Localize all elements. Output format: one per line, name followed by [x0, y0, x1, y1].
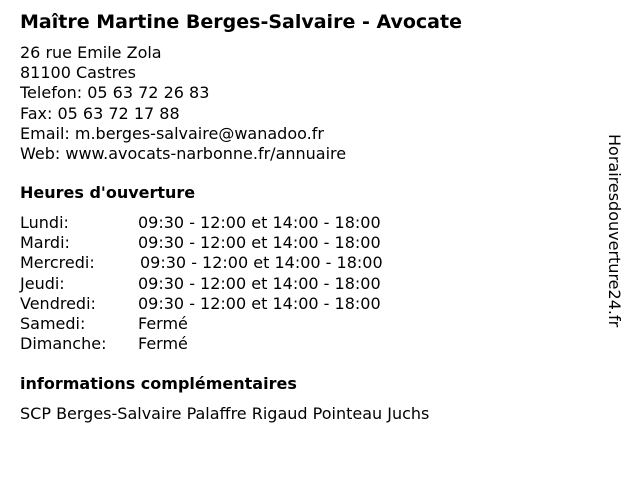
page-title: Maître Martine Berges-Salvaire - Avocate	[20, 11, 462, 33]
time-value: 09:30 - 12:00 et 14:00 - 18:00	[140, 253, 383, 273]
day-label: Samedi:	[20, 313, 86, 333]
phone-number: Telefon: 05 63 72 26 83	[20, 83, 210, 103]
time-value: 09:30 - 12:00 et 14:00 - 18:00	[138, 273, 381, 293]
brand-watermark: Horairesdouverture24.fr	[605, 134, 624, 328]
day-label: Lundi:	[20, 213, 69, 232]
day-label: Jeudi:	[20, 273, 65, 293]
address-street: 26 rue Emile Zola	[20, 43, 162, 62]
opening-hours-heading: Heures d'ouverture	[20, 183, 196, 202]
email-address: Email: m.berges-salvaire@wanadoo.fr	[20, 123, 324, 143]
website: Web: www.avocats-narbonne.fr/annuaire	[20, 144, 347, 164]
fax-number: Fax: 05 63 72 17 88	[20, 103, 180, 123]
additional-info-heading: informations complémentaires	[20, 374, 297, 393]
additional-info-text: SCP Berges-Salvaire Palaffre Rigaud Pointeau Juchs	[20, 404, 430, 423]
time-value: 09:30 - 12:00 et 14:00 - 18:00	[138, 233, 381, 253]
time-value: Fermé	[138, 313, 188, 333]
contact-block	[20, 43, 346, 164]
time-value: 09:30 - 12:00 et 14:00 - 18:00	[138, 293, 381, 313]
day-label: Mardi:	[20, 233, 70, 253]
time-value: 09:30 - 12:00 et 14:00 - 18:00	[138, 213, 381, 232]
day-label: Mercredi:	[20, 253, 95, 273]
time-value: Fermé	[138, 334, 188, 354]
day-label: Vendredi:	[20, 293, 96, 313]
day-label: Dimanche:	[20, 334, 107, 354]
address-city: 81100 Castres	[20, 63, 136, 83]
